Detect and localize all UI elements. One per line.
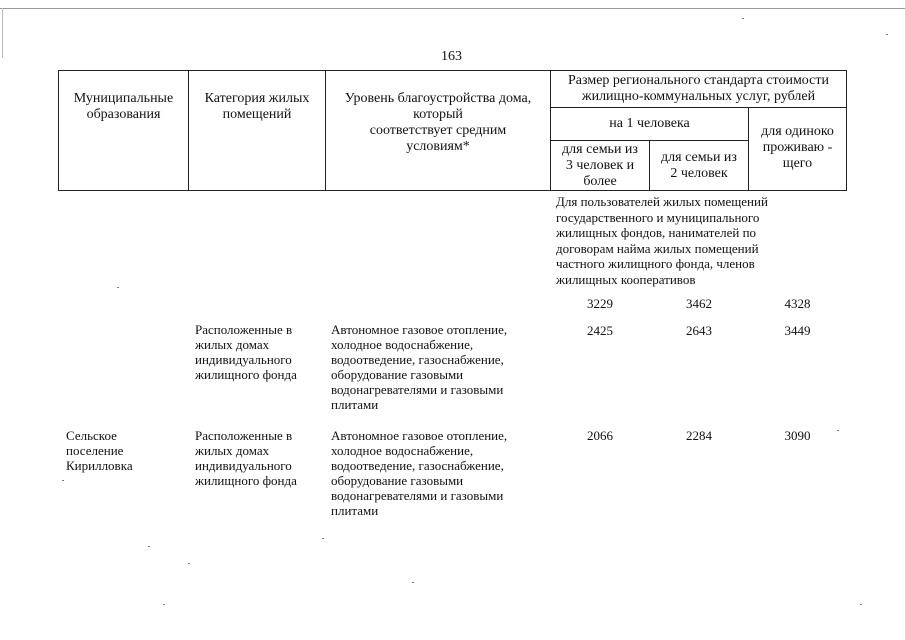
municipality-cell: Сельское поселение Кирилловка <box>66 428 133 473</box>
value-single: 3090 <box>784 428 811 443</box>
scan-edge-top <box>0 8 905 9</box>
value-family-3: 2066 <box>587 428 613 443</box>
value-single: 4328 <box>784 296 811 311</box>
header-family-2: для семьи из 2 человек <box>661 150 737 181</box>
category-cell: Расположенные в жилых домах индивидуального жилищного фонда <box>195 428 297 488</box>
header-single: для одиноко проживаю - щего <box>761 124 834 171</box>
scan-edge-left <box>2 8 3 58</box>
header-per-person: на 1 человека <box>609 116 690 131</box>
value-family-3: 2425 <box>587 323 613 338</box>
category-cell: Расположенные в жилых домах индивидуального жилищного фонда <box>195 322 297 382</box>
page-number: 163 <box>441 49 462 64</box>
header-amenities-level: Уровень благоустройства дома, который соответствует средним условиям* <box>344 91 532 154</box>
value-family-2: 2643 <box>686 323 712 338</box>
value-family-2: 3462 <box>686 296 712 311</box>
header-standard-size: Размер регионального стандарта стоимости жилищно-коммунальных услуг, рублей <box>568 73 829 104</box>
header-family-3: для семьи из 3 человек и более <box>562 142 638 189</box>
section-note: Для пользователей жилых помещений государственного и муниципального жилищных фондов, нанимателей по договорам найма жилых помещений частного жилищного фонда, членов жилищных кооперативов <box>556 194 768 287</box>
header-category: Категория жилых помещений <box>204 91 310 122</box>
amenities-cell: Автономное газовое отопление, холодное водоснабжение, водоотведение, газоснабжение, оборудование газовыми водонагревателями и газовыми плитами <box>331 428 508 518</box>
value-family-2: 2284 <box>686 428 712 443</box>
value-single: 3449 <box>784 323 811 338</box>
value-family-3: 3229 <box>587 296 613 311</box>
amenities-cell: Автономное газовое отопление, холодное водоснабжение, водоотведение, газоснабжение, оборудование газовыми водонагревателями и газовыми плитами <box>331 322 508 412</box>
header-municipalities: Муниципальные образования <box>73 91 174 122</box>
